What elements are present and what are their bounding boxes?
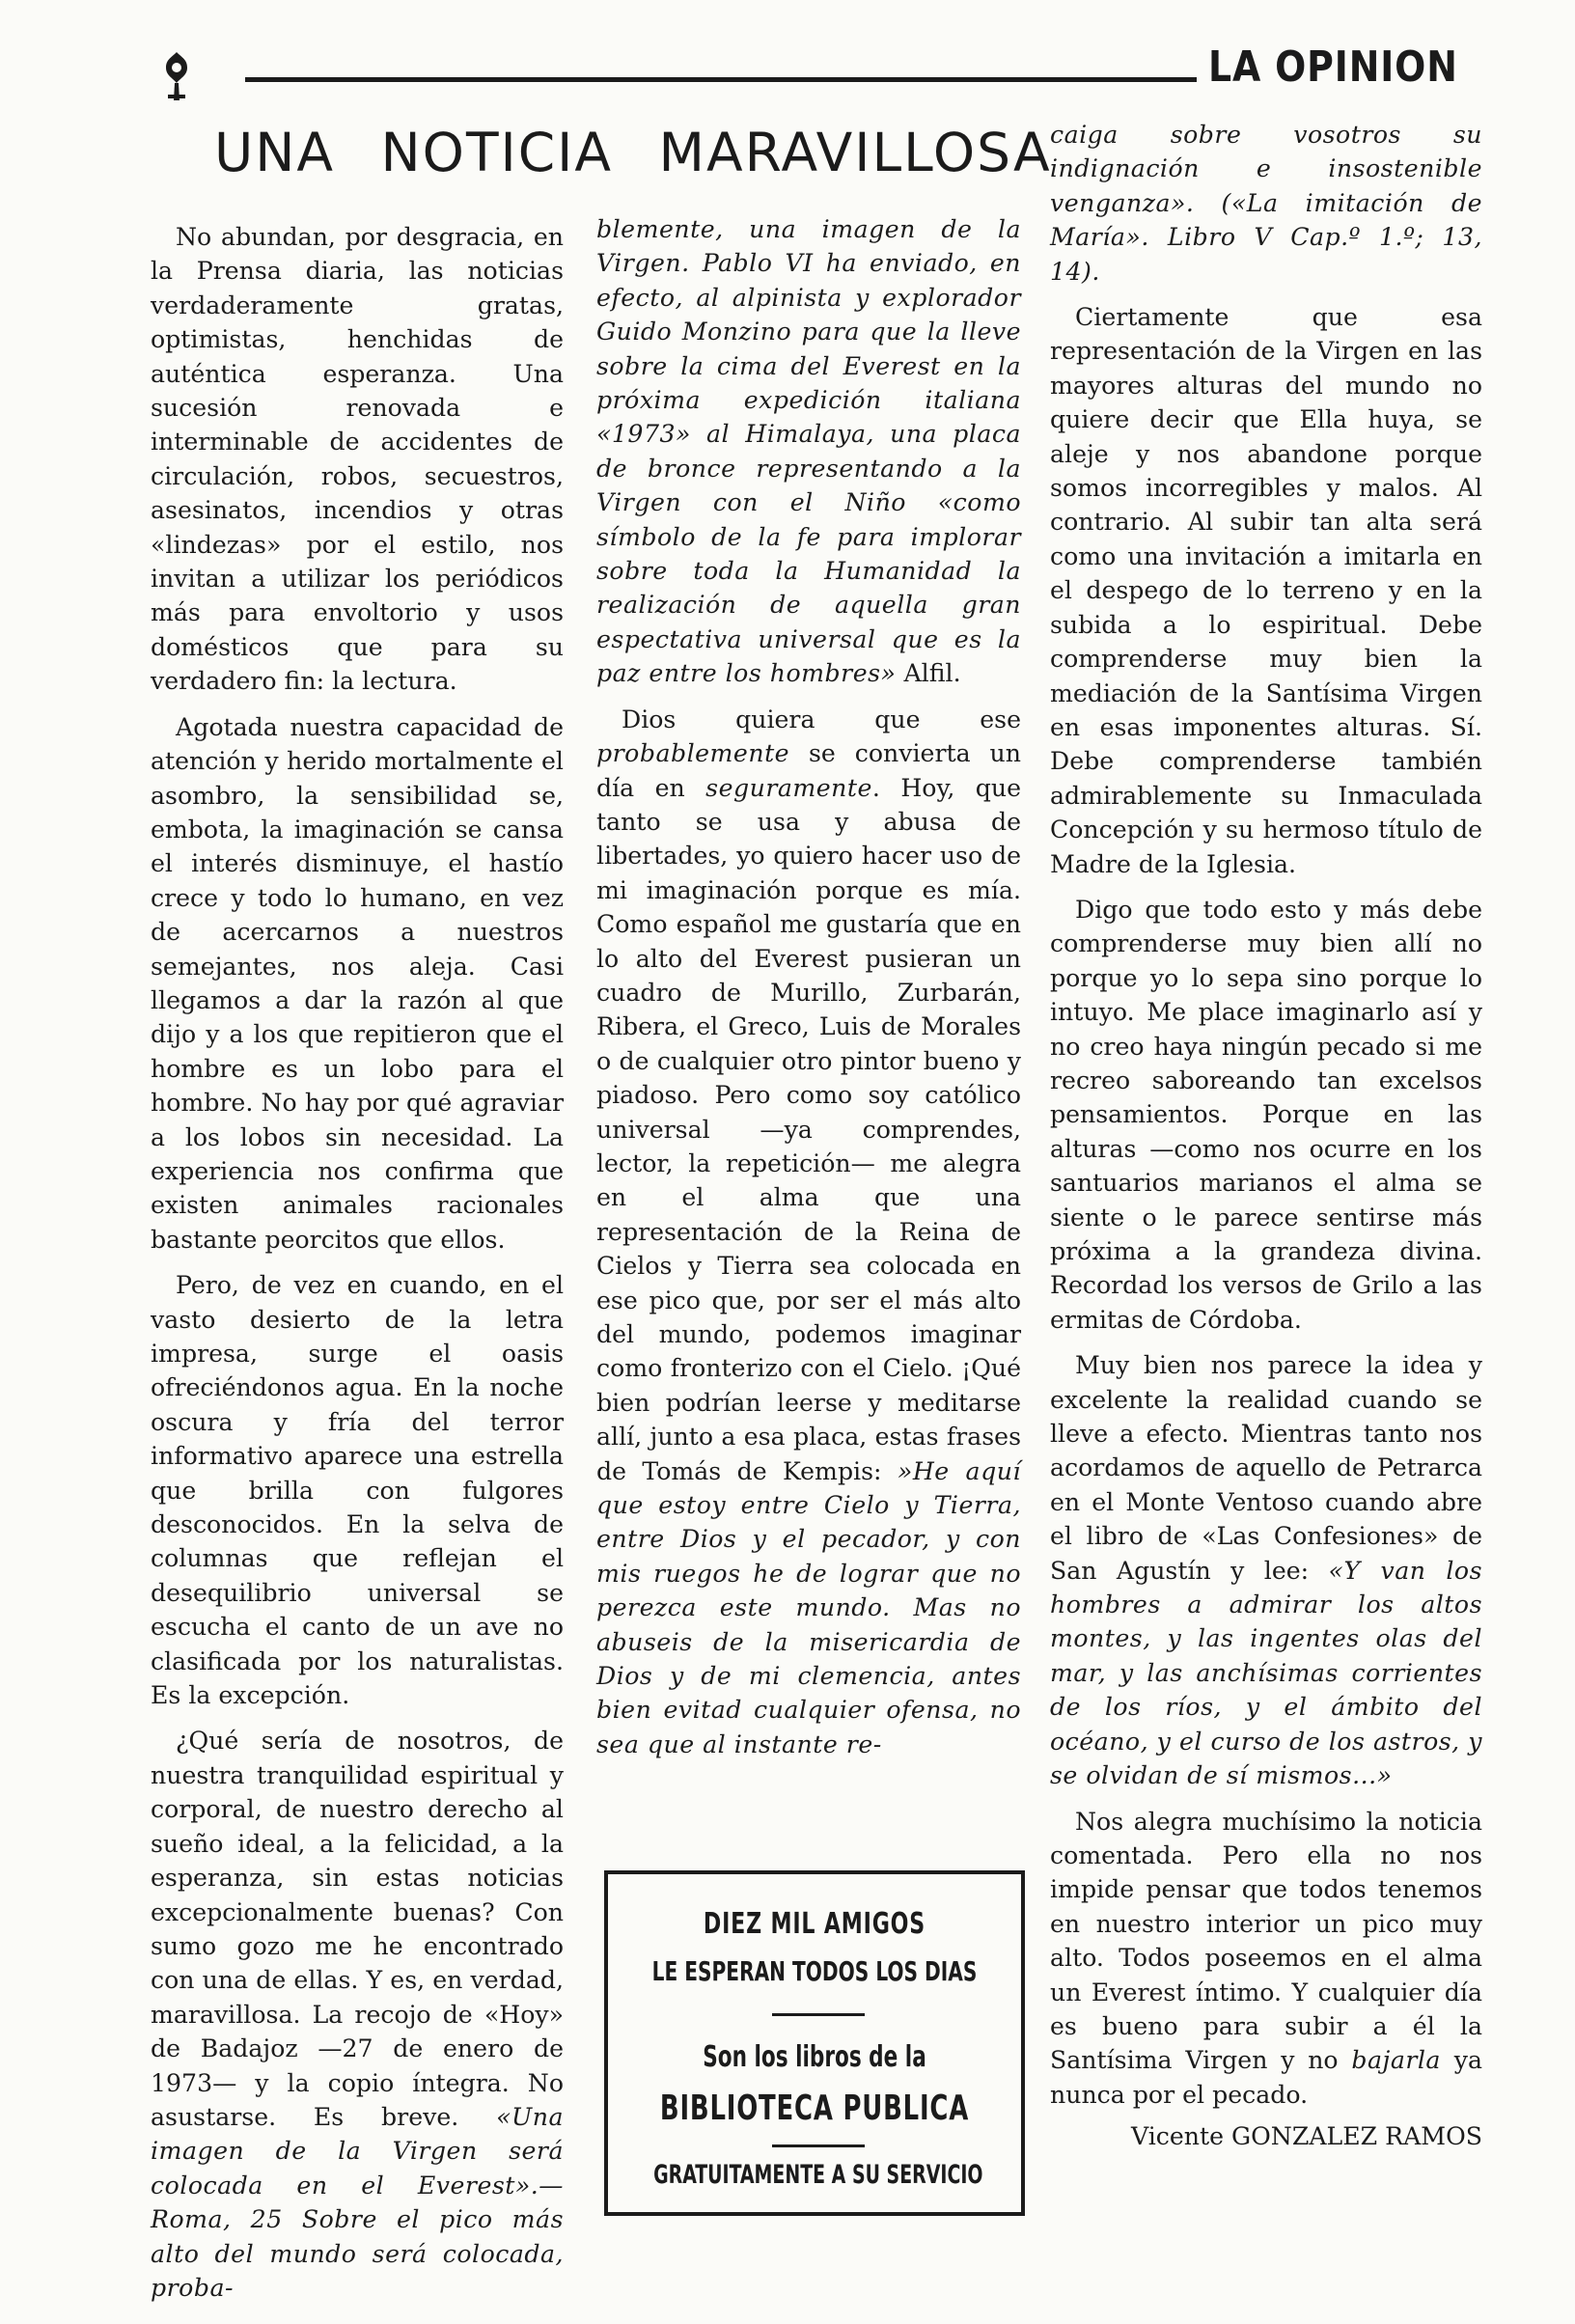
article-title: UNA NOTICIA MARAVILLOSA — [214, 122, 1052, 183]
ad-divider — [772, 2144, 865, 2147]
column-2 — [596, 212, 1021, 1761]
quote-text: «Y van los hombres a admirar los altos montes, y las ingentes olas del mar, y las anchísimas corrientes de los ríos, y el ámbito del océano, y el curso de los astros, y se olvidan de sí mismos...» — [1050, 1556, 1482, 1790]
emblem-icon — [162, 50, 191, 104]
paragraph: Ciertamente que esa representación de la Virgen en las mayores alturas del mundo no quiere decir que Ella huya, se aleje y nos abandone porque somos incorregibles y malos. Al contrario. Al subir tan alta será como una invitación a imitarla en el despego de lo terreno y en la subida a lo espiritual. Debe comprenderse muy bien la mediación de la Santísima Virgen en esas imponentes alturas. Sí. Debe comprenderse también admirablemente su Inmaculada Concepción y su hermoso título de Madre de la Iglesia. — [1050, 303, 1482, 878]
publication-name: LA OPINION — [1208, 42, 1458, 92]
paragraph: Agotada nuestra capacidad de atención y herido mortalmente el asombro, la sensibilidad se, embota, la imaginación se cansa el interés disminuye, el hastío crece y todo lo humano, en vez de acercarnos a nuestros semejantes, nos aleja. Casi llegamos a dar la razón al que dijo y a los que repitieron que el hombre es un lobo para el hombre. No hay por qué agraviar a los lobos sin necesidad. La experiencia nos confirma que existen animales racionales bastante peorcitos que ellos. — [151, 712, 564, 1254]
ad-line: Son los libros de la — [703, 2040, 926, 2074]
column-3 — [1050, 118, 1482, 2154]
ad-line: BIBLIOTECA PUBLICA — [659, 2089, 970, 2128]
ad-line: GRATUITAMENTE A SU SERVICIO — [653, 2160, 983, 2190]
paragraph: Digo que todo esto y más debe comprenderse muy bien allí no porque yo lo sepa sino porque lo intuyo. Me place imaginarlo así y no creo haya ningún pecado si me recreo saboreando tan excelsos pensamientos. Porque en las alturas —como nos ocurre en los santuarios marianos el alma se siente o le parece sentirse más próxima a la grandeza divina. Recordad los versos de Grilo a las ermitas de Córdoba. — [1050, 895, 1482, 1334]
ad-line: LE ESPERAN TODOS LOS DIAS — [651, 1955, 978, 1987]
column-1 — [151, 220, 564, 2305]
author-signature: Vicente GONZALEZ RAMOS — [1130, 2122, 1482, 2151]
quote-text: blemente, una imagen de la Virgen. Pablo VI ha enviado, en efecto, al alpinista y explorador Guido Monzino para que la lleve sobre la cima del Everest en la próxima expedición italiana «1973» al Himalaya, una placa de bronce representando a la Virgen con el Niño «como símbolo de la fe para implorar sobre toda la Humanidad la realización de aquella gran espectativa universal que es la paz entre los hombres» — [596, 215, 1021, 688]
ad-line: DIEZ MIL AMIGOS — [703, 1907, 926, 1941]
paragraph: No abundan, por desgracia, en la Prensa diaria, las noticias verdaderamente gratas, optimistas, henchidas de auténtica esperanza. Una sucesión renovada e interminable de accidentes de circulación, robos, secuestros, asesinatos, incendios y otras «lindezas» por el estilo, nos invitan a utilizar los periódicos más para envoltorio y usos domésticos que para su verdadero fin: la lectura. — [151, 223, 564, 696]
paragraph — [596, 212, 1021, 691]
header-rule — [245, 77, 1197, 82]
paragraph: ¿Qué sería de nosotros, de nuestra tranquilidad espiritual y corporal, de nuestro derecho al sueño ideal, a la felicidad, a la esperanza, sin estas noticias excepcionalmente buenas? Con sumo gozo me he encontrado con una de ellas. Y es, en verdad, maravillosa. La recojo de «Hoy» de Badajoz —27 de enero de 1973— y la copio íntegra. No asustarse. Es breve. «Una imagen de la Virgen será colocada en el Everest».—Roma, 25 Sobre el pico más alto del mundo será colocada, proba- — [151, 1727, 564, 2302]
library-advertisement — [604, 1870, 1025, 2216]
quote-source: Alfil. — [903, 659, 961, 688]
quote-text: «Una imagen de la Virgen será colocada en el Everest».—Roma, 25 Sobre el pico más alto del mundo será colocada, proba- — [151, 2102, 564, 2302]
paragraph: Muy bien nos parece la idea y excelente la realidad cuando se lleve a efecto. Mientras tanto nos acordamos de aquello de Petrarca en el Monte Ventoso cuando abre el libro de «Las Confesiones» de San Agustín y lee: «Y van los hombres a admirar los altos montes, y las ingentes olas del mar, y las anchísimas corrientes de los ríos, y el ámbito del océano, y el curso de los astros, y se olvidan de sí mismos...» — [1050, 1351, 1482, 1790]
quote-text: caiga sobre vosotros su indignación e insostenible venganza». («La imitación de María». Libro V Cap.º 1.º; 13, 14). — [1050, 121, 1482, 286]
ad-divider — [772, 2013, 865, 2016]
quote-text: »He aquí que estoy entre Cielo y Tierra, entre Dios y el pecador, y con mis ruegos he de lograr que no perezca este mundo. Mas no abuseis de la misericardia de Dios y de mi clemencia, antes bien evitad cualquier ofensa, no sea que al instante re- — [596, 1456, 1021, 1758]
paragraph: Nos alegra muchísimo la noticia comentada. Pero ella no nos impide pensar que todos tenemos en nuestro interior un pico muy alto. Todos poseemos en el alma un Everest íntimo. Y cualquier día es bueno para subir a él la Santísima Virgen y no bajarla ya nunca por el pecado. — [1050, 1807, 1482, 2109]
paragraph: Dios quiera que ese probablemente se convierta un día en seguramente. Hoy, que tanto se usa y abusa de libertades, yo quiero hacer uso de mi imaginación porque es mía. Como español me gustaría que en lo alto del Everest pusieran un cuadro de Murillo, Zurbarán, Ribera, el Greco, Luis de Morales o de cualquier otro pintor bueno y piadoso. Pero como soy católico universal —ya comprendes, lector, la repetición— me alegra en el alma que una representación de la Reina de Cielos y Tierra sea colocada en ese pico que, por ser el más alto del mundo, podemos imaginar como fronterizo con el Cielo. ¡Qué bien podrían leerse y meditarse allí, junto a esa placa, estas frases de Tomás de Kempis: »He aquí que estoy entre Cielo y Tierra, entre Dios y el pecador, y con mis ruegos he de lograr que no perezca este mundo. Mas no abuseis de la misericardia de Dios y de mi clemencia, antes bien evitad cualquier ofensa, no sea que al instante re- — [596, 705, 1021, 1758]
paragraph: Pero, de vez en cuando, en el vasto desierto de la letra impresa, surge el oasis ofreciéndonos agua. En la noche oscura y fría del terror informativo aparece una estrella que brilla con fulgores desconocidos. En la selva de columnas que reflejan el desequilibrio universal se escucha el canto de un ave no clasificada por los naturalistas. Es la excepción. — [151, 1271, 564, 1710]
